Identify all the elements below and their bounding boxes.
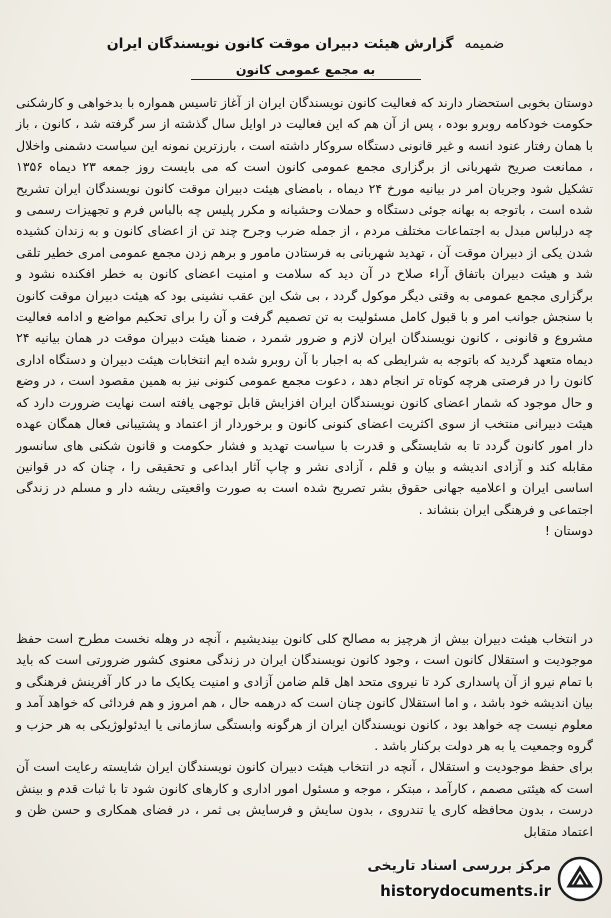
report-heading [40,36,571,52]
appendix-label: ضمیمه [464,36,505,52]
watermark-url: historydocuments.ir [380,882,551,900]
archive-logo-icon [557,856,603,902]
body-paragraph: دوستان بخوبی استحضار دارند که فعالیت کانون نویسندگان ایران از آغاز تاسیس همواره با بدخواهی و کارشکنی حکومت خودکامه روبرو بوده ، پس از آن هم که این فعالیت در اوایل سال گذشته از سر گرفته شد ، کانون ، باز با همان رفتار عنود انسه و غیر قانونی دستگاه سروکار داشته است ، بارزترین نمونه این سیاست دشمنی واخلال ، ممانعت صریح شهربانی از برگزاری مجمع عمومی کانون است که می بایست روز جمعه ۲۳ دیماه ۱۳۵۶ تشکیل شود وجریان امر در بیانیه مورخ ۲۴ دیماه ، بامضای هیئت دبیران موقت کانون نویسندگان ایران تشریح شده است ، باتوجه به بهانه جوئی دستگاه و حملات وحشیانه و مکرر پلیس چه بالباس فرم و تجهیزات رسمی و چه درلباس مبدل به اجتماعات مختلف مردم ، از جمله ضرب وجرح چند تن از اعضای کانون و به زندان کشیده شدن یکی از دبیران موقت آن ، تهدید شهربانی به فرستادن مامور و برهم زدن مجمع عمومی امری خطیر تلقی شد و هیئت دبیران باتفاق آراء صلاح در آن دید که سلامت و امنیت اعضای کانون به خطر افکنده نشود و برگزاری مجمع عمومی به وقتی دیگر موکول گردد ، بی شک این عقب نشینی بود که هیئت دبیران موقت کانون با سنجش جوانب امر و با قبول کامل مسئولیت به تن تصمیم گرفت و آن را برای تحکیم مواضع و ادامه فعالیت مشروع و قانونی ، کانون نویسندگان ایران لازم و ضرور شمرد ، ضمنا هیئت دبیران موقت در همان بیانیه ۲۴ دیماه متعهد گردید که باتوجه به شرایطی که به اجبار با آن روبرو شده ایم انتخابات هیئت دبیران و دستگاه اداری کانون را در فرصتی هرچه کوتاه تر انجام دهد ، دعوت مجمع عمومی کنونی نیز به همین مقصود است ، در وضع و حال موجود که شمار اعضای کانون نویسندگان ایران افزایش قابل توجهی یافته است نهایت ضرورت دارد که هیئت دبیرانی منتخب از سوی اکثریت اعضای کنونی کانون و برخوردار از اعتماد و پشتیبانی فعال همگان عهده دار امور کانون گردد تا به شایستگی و قدرت با سیاست تهدید و فشار حکومت و قانون شکنی های سانسور مقابله کند و آزادی اندیشه و بیان و قلم ، آزادی نشر و چاپ آثار ابداعی و تحقیقی را ، چنان که در قوانین اساسی ایران و اعلامیه جهانی حقوق بشر تصریح شده است به صورت واقعیتی ریشه دار و مسلم در زندگی اجتماعی و فرهنگی ایران بنشاند . [16,95,593,517]
salutation: دوستان ! [544,523,593,539]
archive-watermark [348,852,603,912]
report-body [16,92,593,542]
body-paragraph: برای حفظ موجودیت و استقلال ، آنچه در انتخاب هیئت دبیران کانون نویسندگان ایران شایسته رعایت است آن است که هیئتی مصمم ، کارآمد ، مبتکر ، موجه و مسئول امور اداری و کارهای کانون شود تا با ثبات قدم و بینش درست ، بدون محافظه کاری یا تندروی ، بدون سایش و فرسایش بی ثمر ، در فضای همکاری و حسن ظن و اعتماد متقابل [16,759,593,839]
watermark-fa: مرکز بررسی اسناد تاریخی [367,858,551,874]
report-body-continued [16,628,593,842]
subtitle-text: به مجمع عمومی کانون [235,62,376,77]
report-title: گزارش هیئت دبیران موقت کانون نویسندگان ایران [106,36,454,52]
report-subtitle [120,62,491,80]
subtitle-underline [191,79,421,80]
body-paragraph: در انتخاب هیئت دبیران بیش از هرچیز به مصالح کلی کانون بیندیشیم ، آنچه در وهله نخست مطرح است حفظ موجودیت و استقلال کانون است ، وجود کانون نویسندگان ایران در زندگی معنوی کشور ضرورتی است که باید با تمام نیرو از آن پاسداری کرد تا نیروی متحد اهل قلم ضامن آزادی و امنیت یکایک ما در کار آفرینش فرهنگی و بیان اندیشه خود باشد ، و اما استقلال کانون چنان است که درهمه حال ، هم امروز و هم فردائی که خواهد آمد و معلوم نیست چه خواهد بود ، کانون نویسندگان ایران از هرگونه وابستگی سازمانی یا ایدئولوژیکی به هر حزب و گروه وجمعیت یا به هر دولت برکنار باشد . [16,631,593,754]
